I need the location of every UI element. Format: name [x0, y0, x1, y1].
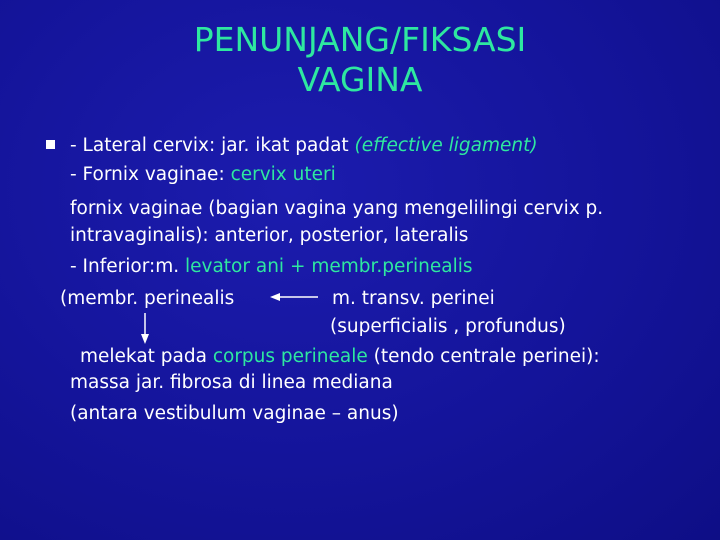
melekat-text: melekat pada	[80, 346, 213, 367]
title-line-2: VAGINA	[297, 60, 423, 99]
left-arrow-icon	[270, 293, 318, 301]
cervix-uteri-text: cervix uteri	[230, 164, 336, 185]
antara-text: (antara vestibulum vaginae – anus)	[70, 403, 399, 424]
title-line-1: PENUNJANG/FIKSASI	[193, 20, 527, 59]
levator-ani-text: levator ani + membr.perinealis	[185, 256, 473, 277]
down-arrow-icon	[141, 313, 149, 344]
transv-perinei-text: m. transv. perinei	[332, 288, 495, 309]
inferior-label-text: - Inferior:m.	[70, 256, 185, 277]
massa-text: massa jar. fibrosa di linea mediana	[70, 372, 393, 393]
superficialis-text: (superficialis , profundus)	[330, 316, 566, 337]
tendo-centrale-text: (tendo centrale perinei):	[367, 346, 600, 367]
effective-ligament-text: (effective ligament)	[354, 135, 538, 156]
fornix-desc-text: fornix vaginae (bagian vagina yang mengelilingi cervix p.	[70, 198, 604, 219]
lateral-cervix-text: - Lateral cervix: jar. ikat padat	[70, 135, 355, 156]
fornix-label-text: - Fornix vaginae:	[70, 164, 231, 185]
membr-perinealis-text: (membr. perinealis	[60, 288, 235, 309]
corpus-perineale-text: corpus perineale	[212, 346, 368, 367]
intravaginalis-text: intravaginalis): anterior, posterior, lateralis	[70, 225, 469, 246]
